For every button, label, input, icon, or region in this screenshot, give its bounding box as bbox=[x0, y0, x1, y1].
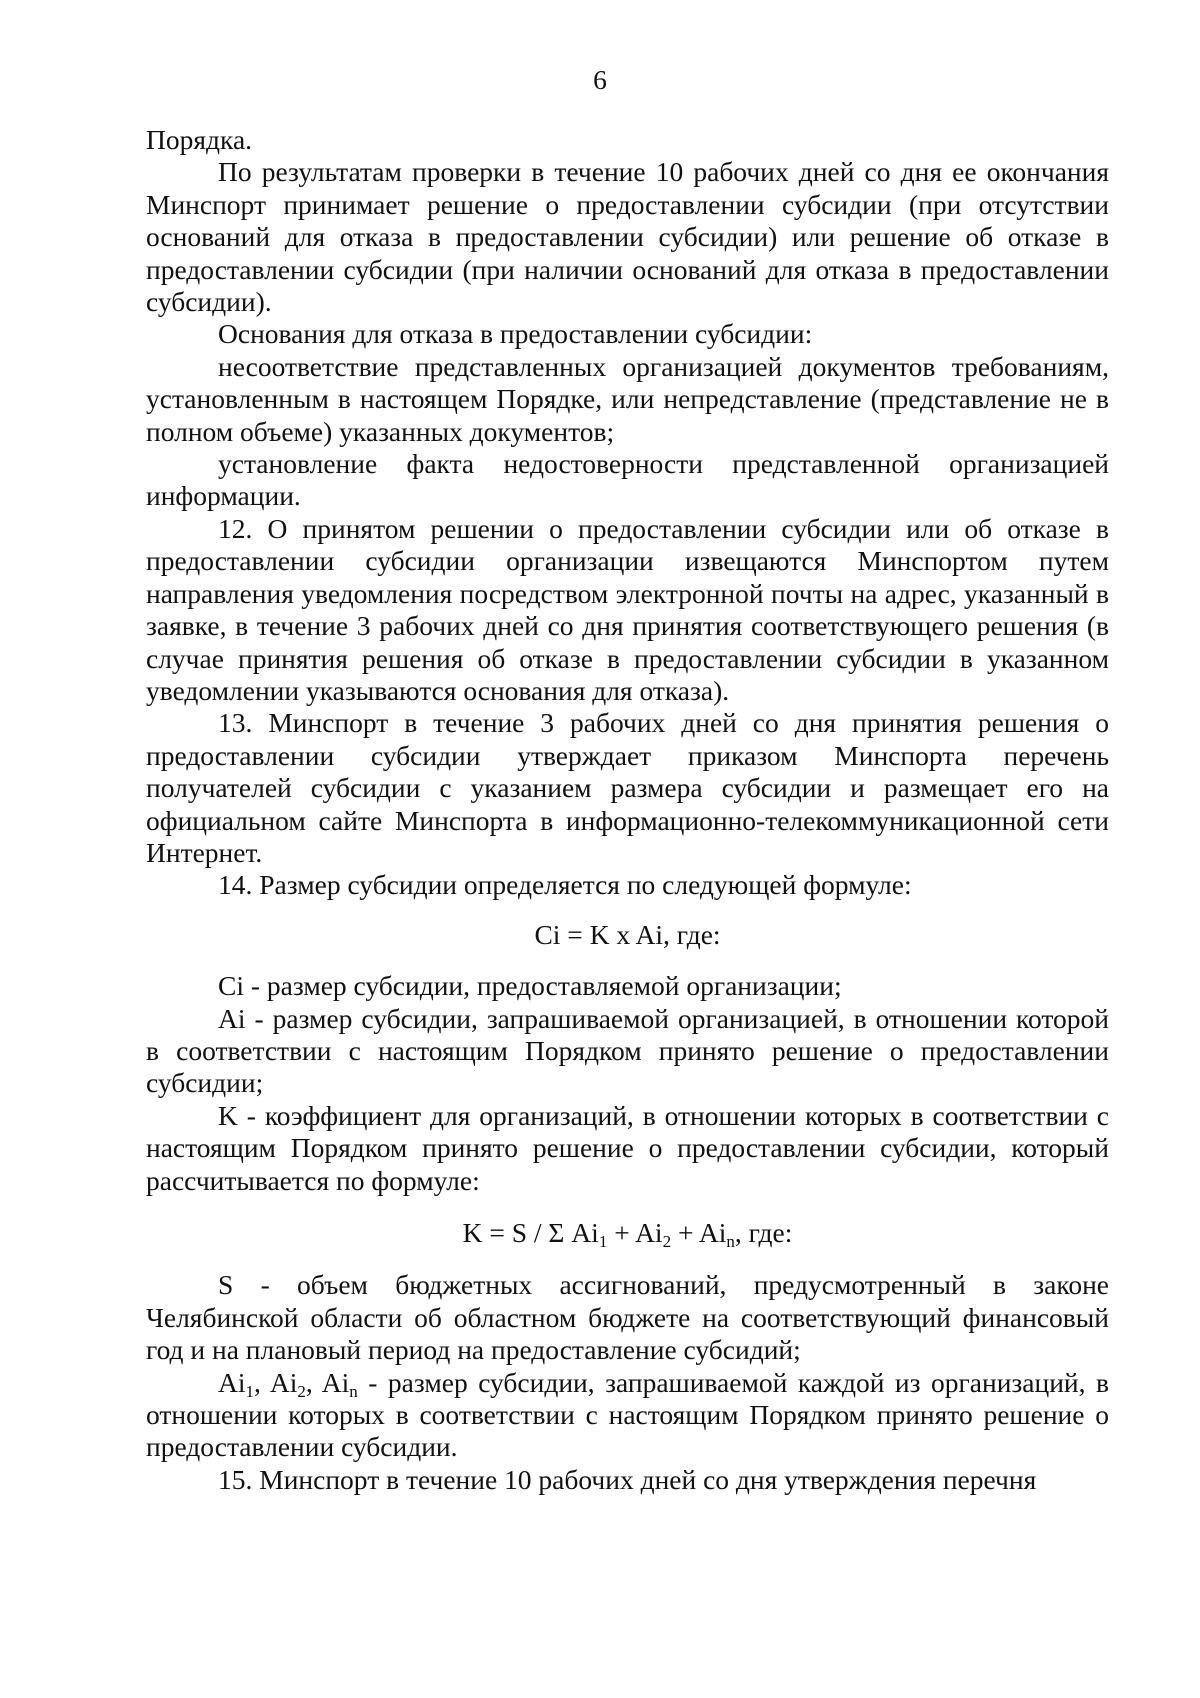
document-body bbox=[146, 124, 1109, 1496]
paragraph-refusal-grounds-heading: Основания для отказа в предоставлении субсидии: bbox=[218, 318, 813, 350]
definition-k: K - коэффициент для организаций, в отношении которых в соответствии с настоящим Порядком принято решение о предоставлении субсидии, который рассчитывается по формуле: bbox=[146, 1099, 1109, 1196]
definition-s: S - объем бюджетных ассигнований, предусмотренный в законе Челябинской области об областном бюджете на соответствующий финансовый год и на плановый период на предоставление субсидий; bbox=[146, 1269, 1109, 1366]
paragraph-item-13: 13. Минспорт в течение 3 рабочих дней со дня принятия решения о предоставлении субсидии утверждает приказом Минспорта перечень получателей субсидии с указанием размера субсидии и размещает его на официальном сайте Минспорта в информационно-телекоммуникационной сети Интернет. bbox=[146, 707, 1109, 868]
paragraph-refusal-ground-documents: несоответствие представленных организацией документов требованиям, установленным в настоящем Порядке, или непредставление (представление не в полном объеме) указанных документов; bbox=[146, 350, 1109, 447]
paragraph-review-results: По результатам проверки в течение 10 рабочих дней со дня ее окончания Минспорт принимает решение о предоставлении субсидии (при отсутствии оснований для отказа в предоставлении субсидии) или решение об отказе в предоставлении субсидии (при наличии оснований для отказа в предоставлении субсидии). bbox=[146, 156, 1109, 318]
paragraph-continuation: Порядка. bbox=[146, 124, 253, 155]
definition-ai: Ai - размер субсидии, запрашиваемой организацией, в отношении которой в соответствии с настоящим Порядком принято решение о предоставлении субсидии; bbox=[146, 1002, 1109, 1099]
paragraph-refusal-ground-false-info: установление факта недостоверности представленной организацией информации. bbox=[146, 448, 1109, 512]
definition-ai-list: $Ai_1$, $Ai_2$, $Ai_n$ - размер субсидии, запрашиваемой каждой из организаций, в отношении которых в соответствии с настоящим Порядком принято решение о предоставлении субсидии. bbox=[146, 1366, 1109, 1463]
paragraph-item-12: 12. О принятом решении о предоставлении субсидии или об отказе в предоставлении субсидии организации извещаются Минспортом путем направления уведомления посредством электронной почты на адрес, указанный в заявке, в течение 3 рабочих дней со дня принятия соответствующего решения (в случае принятия решения об отказе в предоставлении субсидии в указанном уведомлении указываются основания для отказа). bbox=[146, 512, 1109, 706]
page-number: 6 bbox=[593, 64, 607, 95]
paragraph-item-14: 14. Размер субсидии определяется по следующей формуле: bbox=[218, 869, 912, 901]
paragraph-item-15: 15. Минспорт в течение 10 рабочих дней со дня утверждения перечня bbox=[218, 1463, 1037, 1495]
definition-ci: Ci - размер субсидии, предоставляемой организации; bbox=[218, 970, 842, 1002]
formula-subsidy-size: Ci = K x Ai, где: bbox=[534, 918, 721, 950]
formula-coefficient: K = S / Σ $Ai_1 + Ai_2 + Ai_n$, где: bbox=[462, 1217, 793, 1251]
